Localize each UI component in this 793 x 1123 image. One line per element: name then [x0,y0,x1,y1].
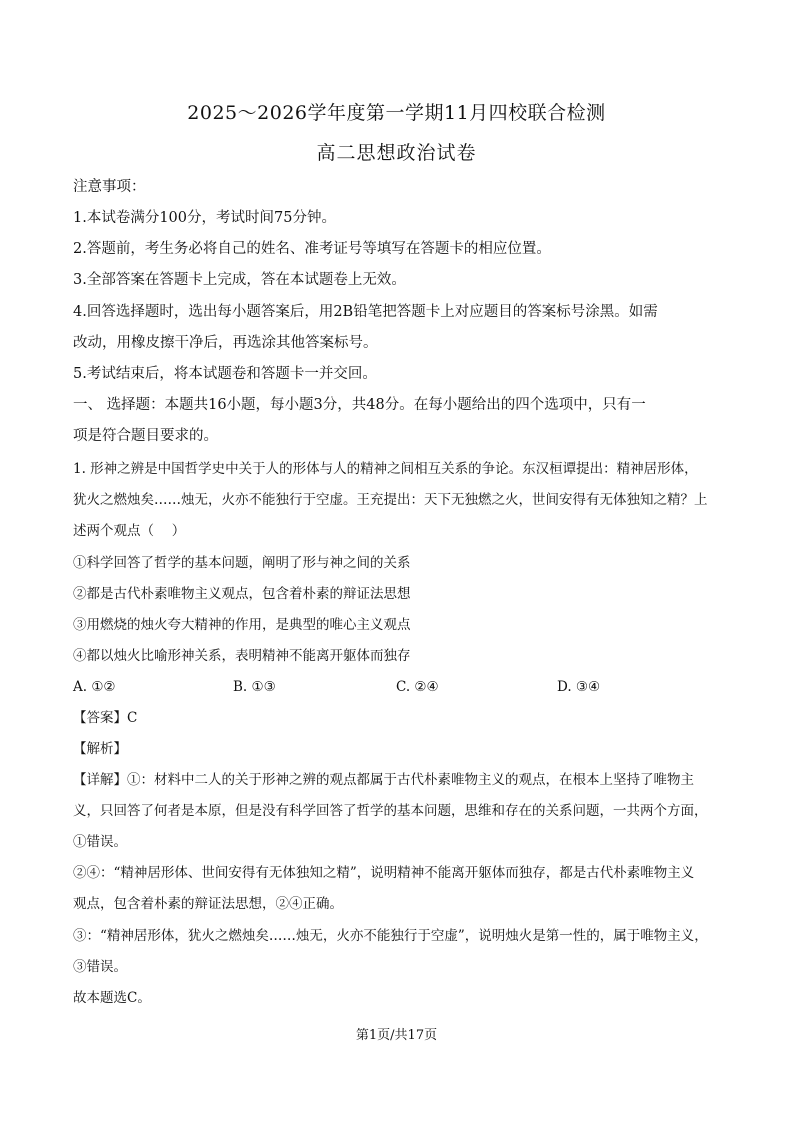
detail-line-2: 义，只回答了何者是本原，但是没有科学回答了哲学的基本问题，思维和存在的关系问题，一共两个方面， [73,803,708,819]
statement-4: ④都以烛火比喻形神关系，表明精神不能离开躯体而独存 [73,648,411,664]
detail-line-6: ③：“精神居形体，犹火之燃烛矣……烛无，火亦不能独行于空虚”，说明烛火是第一性的，属于唯物主义， [73,928,708,944]
question-stem-line1: 1. 形神之辨是中国哲学史中关于人的形体与人的精神之间相互关系的争论。东汉桓谭提出：精神居形体， [73,461,698,477]
exam-subtitle: 高二思想政治试卷 [316,142,477,164]
note-item-3: 3.全部答案在答题卡上完成，答在本试题卷上无效。 [73,272,406,288]
section-heading-line2: 项是符合题目要求的。 [73,428,218,444]
statement-1: ①科学回答了哲学的基本问题，阐明了形与神之间的关系 [73,555,411,571]
option-c: C. ②④ [396,679,439,695]
detail-line-1: 【详解】①：材料中二人的关于形神之辨的观点都属于古代朴素唯物主义的观点，在根本上坚持了唯物主 [73,772,694,788]
note-item-4-line2: 改动，用橡皮擦干净后，再选涂其他答案标号。 [73,335,378,351]
detail-line-4: ②④：“精神居形体、世间安得有无体独知之精”，说明精神不能离开躯体而独存，都是古代朴素唯物主义 [73,865,695,881]
statement-3: ③用燃烧的烛火夸大精神的作用，是典型的唯心主义观点 [73,617,411,633]
note-item-1: 1.本试卷满分100分，考试时间75分钟。 [73,210,336,226]
detail-line-5: 观点，包含着朴素的辩证法思想，②④正确。 [73,896,343,912]
question-stem-line3: 述两个观点（ ） [73,523,186,539]
question-stem-line2: 犹火之燃烛矣……烛无，火亦不能独行于空虚。王充提出：天下无独燃之火，世间安得有无体独知之精？上 [73,492,708,508]
analysis-label: 【解析】 [73,741,127,757]
conclusion-line: 故本题选C。 [73,990,151,1006]
note-item-4-line1: 4.回答选择题时，选出每小题答案后，用2B铅笔把答题卡上对应题目的答案标号涂黑。如需 [73,304,658,320]
notes-heading: 注意事项： [73,179,146,195]
section-heading-line1: 一、 选择题：本题共16小题，每小题3分，共48分。在每小题给出的四个选项中，只有一 [73,397,646,413]
page-footer: 第1页/共17页 [355,1028,438,1043]
option-b: B. ①③ [233,679,276,695]
detail-line-7: ③错误。 [73,959,127,975]
note-item-5: 5.考试结束后，将本试题卷和答题卡一并交回。 [73,366,377,382]
exam-title: 2025～2026学年度第一学期11月四校联合检测 [187,102,606,124]
detail-line-3: ①错误。 [73,834,127,850]
statement-2: ②都是古代朴素唯物主义观点，包含着朴素的辩证法思想 [73,586,411,602]
answer-label: 【答案】C [73,710,138,726]
option-d: D. ③④ [557,679,601,695]
note-item-2: 2.答题前，考生务必将自己的姓名、准考证号等填写在答题卡的相应位置。 [73,241,551,257]
option-a: A. ①② [73,679,116,695]
